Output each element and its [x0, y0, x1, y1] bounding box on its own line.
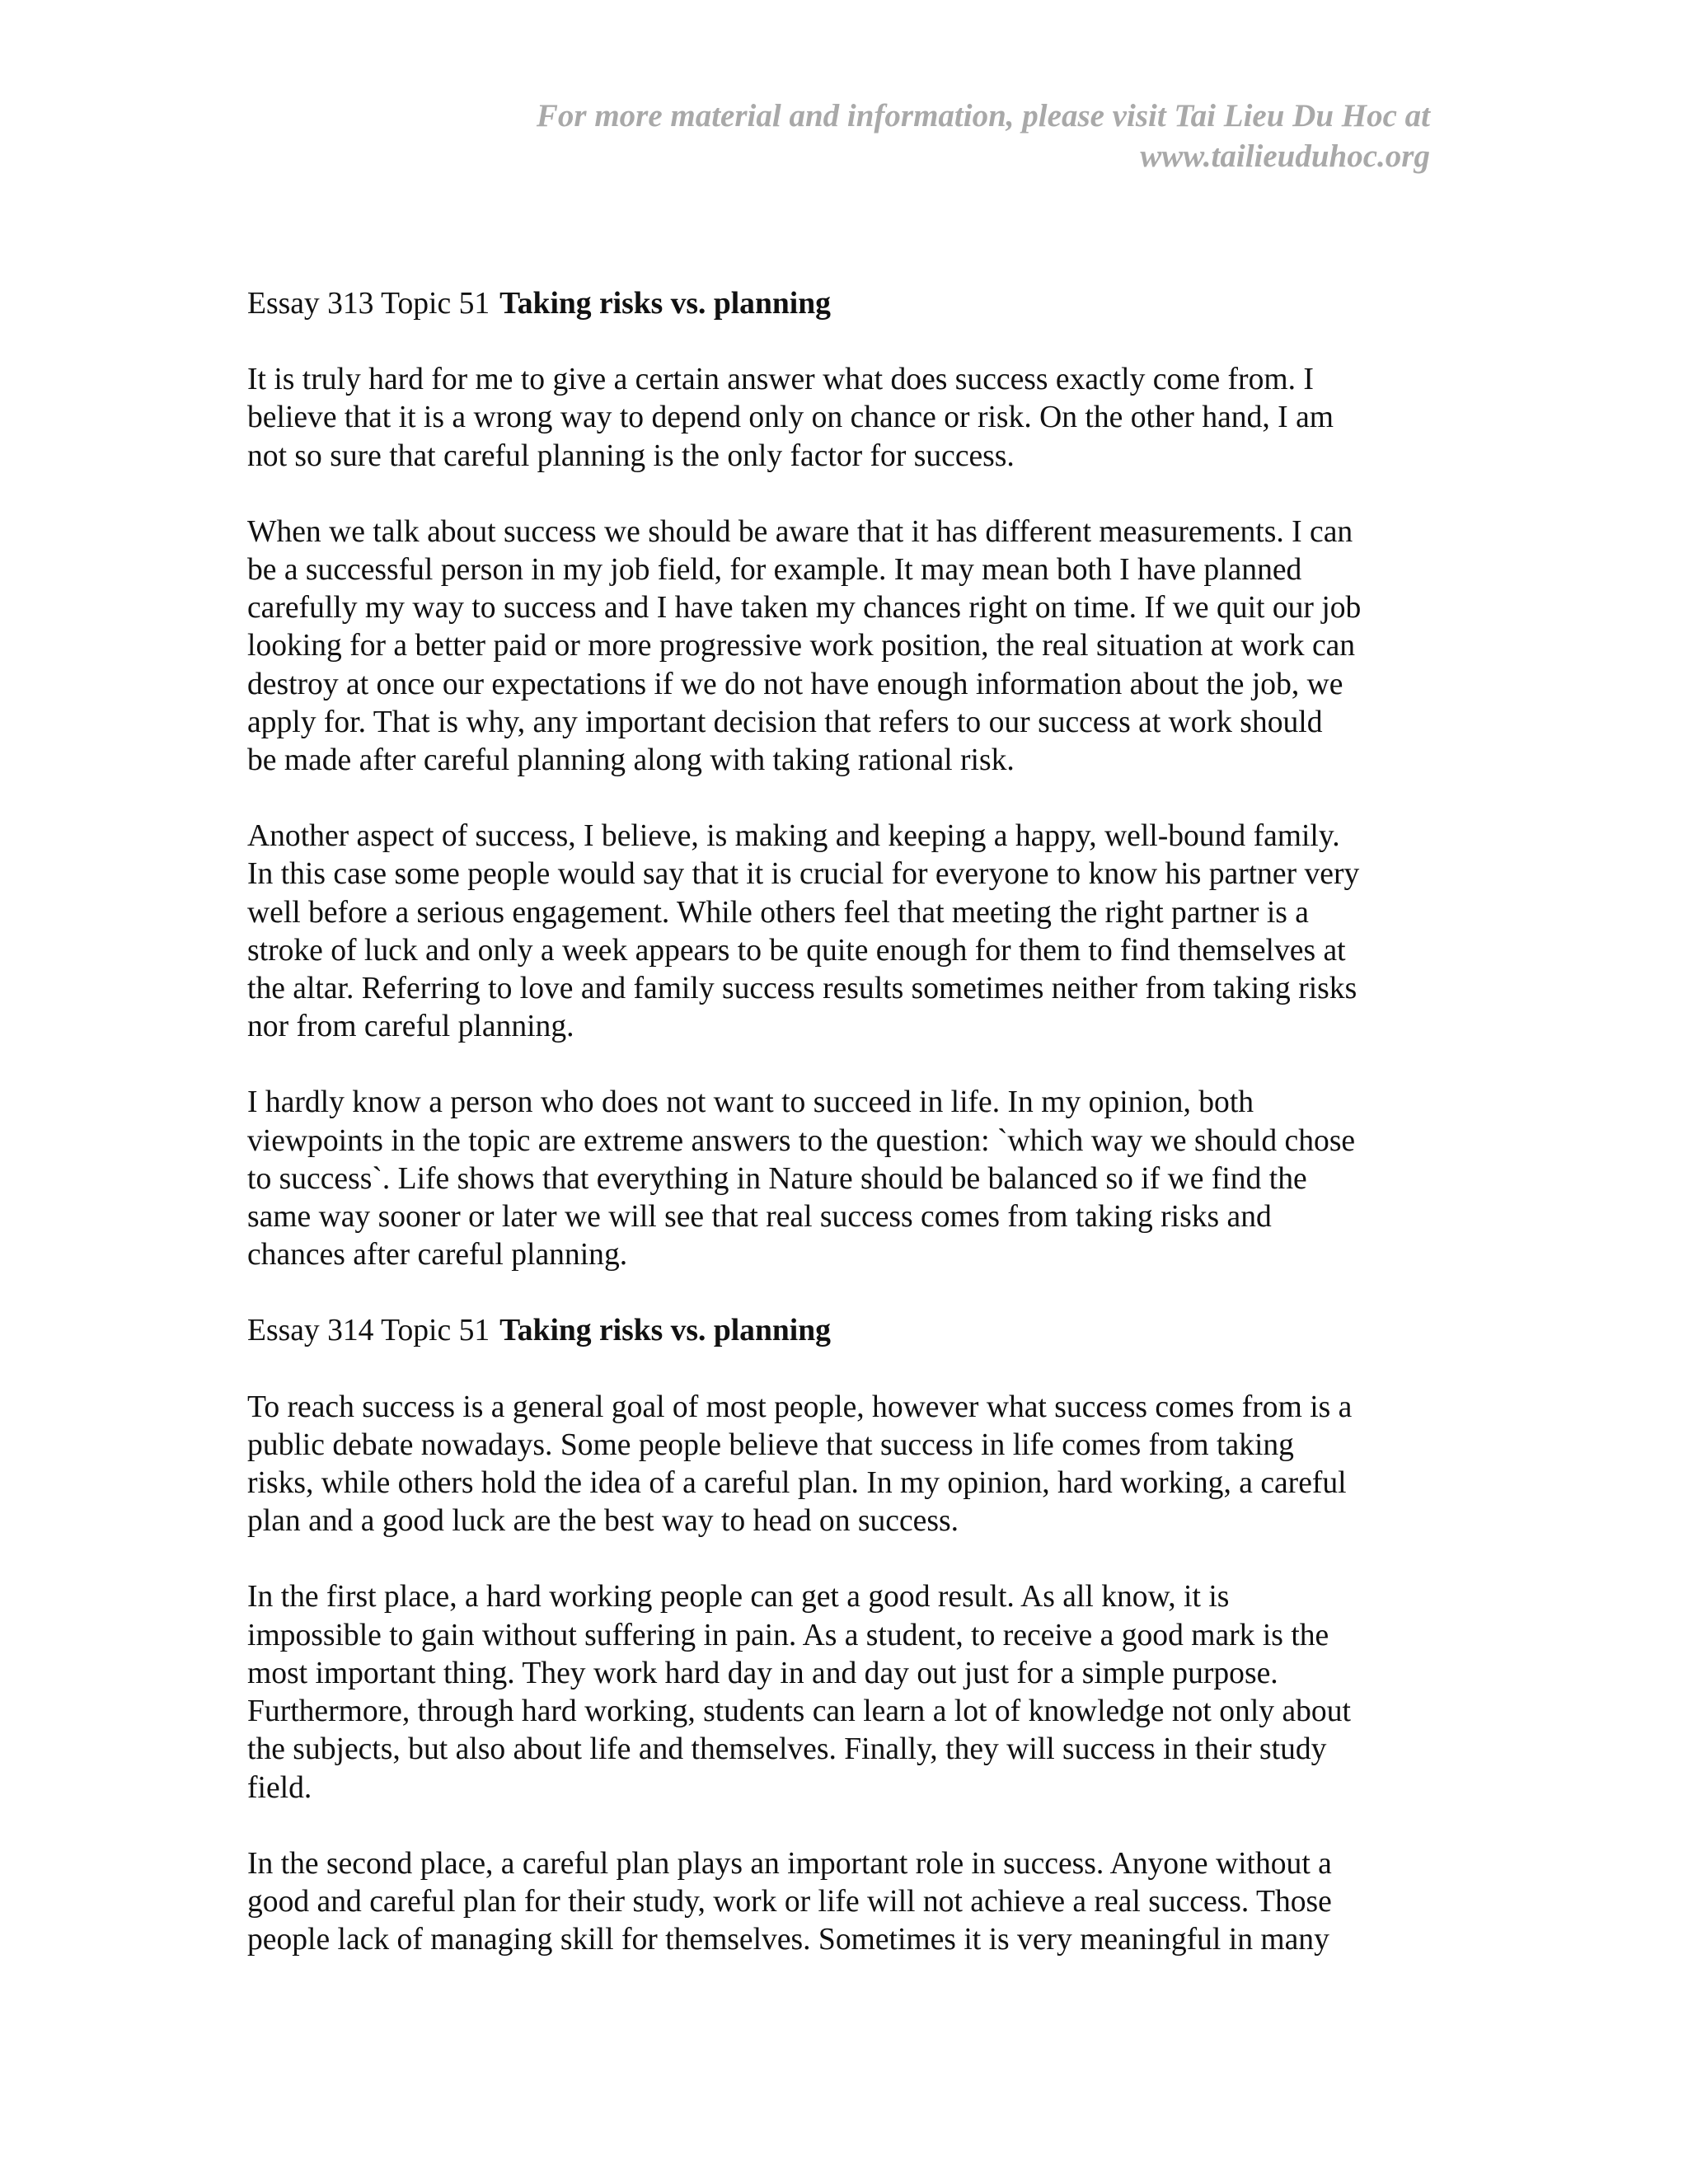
text-line: believe that it is a wrong way to depend only on chance or risk. On the other hand, I am [247, 401, 1334, 435]
text-line: the subjects, but also about life and themselves. Finally, they will success in their study [247, 1732, 1327, 1767]
text-line: plan and a good luck are the best way to head on success. [247, 1504, 959, 1539]
essay-314 [247, 1312, 1451, 1959]
text-line: field. [247, 1770, 312, 1805]
text-line: In the second place, a careful plan plays an important role in success. Anyone without a [247, 1846, 1332, 1881]
text-line: It is truly hard for me to give a certain answer what does success exactly come from. I [247, 363, 1314, 397]
text-line: risks, while others hold the idea of a careful plan. In my opinion, hard working, a careful [247, 1466, 1347, 1501]
text-line: same way sooner or later we will see that real success comes from taking risks and [247, 1200, 1272, 1235]
essay-title: Taking risks vs. planning [499, 287, 831, 321]
text-line: public debate nowadays. Some people believe that success in life comes from taking [247, 1427, 1294, 1462]
text-line: not so sure that careful planning is the only factor for success. [247, 438, 1015, 473]
text-line: people lack of managing skill for themselves. Sometimes it is very meaningful in many [247, 1923, 1329, 1957]
essay-heading [247, 1312, 1451, 1350]
essay-paragraph [247, 361, 1451, 476]
essay-paragraph [247, 1389, 1451, 1541]
header-note-line-1: For more material and information, please visit Tai Lieu Du Hoc at [536, 98, 1430, 134]
header-note [359, 96, 1430, 176]
essay-paragraph [247, 1084, 1451, 1274]
text-line: most important thing. They work hard day in and day out just for a simple purpose. [247, 1656, 1278, 1690]
text-line: well before a serious engagement. While others feel that meeting the right partner is a [247, 895, 1309, 930]
essay-heading [247, 285, 1451, 323]
text-line: chances after careful planning. [247, 1238, 628, 1272]
text-line: be a successful person in my job field, for example. It may mean both I have planned [247, 553, 1302, 588]
text-line: impossible to gain without suffering in pain. As a student, to receive a good mark is the [247, 1618, 1329, 1652]
text-line: Another aspect of success, I believe, is making and keeping a happy, well-bound family. [247, 819, 1340, 854]
text-line: When we talk about success we should be aware that it has different measurements. I can [247, 514, 1353, 549]
essay-313 [247, 285, 1451, 1274]
text-line: be made after careful planning along with taking rational risk. [247, 743, 1015, 778]
text-line: To reach success is a general goal of most people, however what success comes from is a [247, 1390, 1353, 1424]
essay-paragraph [247, 1578, 1451, 1807]
essay-paragraph [247, 818, 1451, 1046]
text-line: carefully my way to success and I have taken my chances right on time. If we quit our job [247, 591, 1362, 626]
text-line: nor from careful planning. [247, 1010, 574, 1044]
essay-title: Taking risks vs. planning [499, 1314, 831, 1348]
text-line: destroy at once our expectations if we do not have enough information about the job, we [247, 667, 1343, 701]
text-line: apply for. That is why, any important decision that refers to our success at work should [247, 705, 1323, 739]
header-note-line-2: www.tailieuduhoc.org [1140, 138, 1430, 174]
text-line: In this case some people would say that it is crucial for everyone to know his partner very [247, 857, 1360, 892]
text-line: looking for a better paid or more progressive work position, the real situation at work can [247, 629, 1356, 663]
text-line: to success`. Life shows that everything in Nature should be balanced so if we find the [247, 1161, 1307, 1196]
essay-paragraph [247, 1845, 1451, 1960]
text-line: I hardly know a person who does not want to succeed in life. In my opinion, both [247, 1085, 1254, 1120]
text-line: good and careful plan for their study, work or life will not achieve a real success. Those [247, 1884, 1332, 1919]
essay-label: Essay 313 Topic 51 [247, 287, 490, 321]
text-line: viewpoints in the topic are extreme answers to the question: `which way we should chose [247, 1123, 1356, 1158]
text-line: In the first place, a hard working people can get a good result. As all know, it is [247, 1580, 1230, 1615]
document-body [247, 285, 1451, 1959]
text-line: the altar. Referring to love and family success results sometimes neither from taking risks [247, 972, 1357, 1006]
text-line: Furthermore, through hard working, students can learn a lot of knowledge not only about [247, 1694, 1351, 1729]
text-line: stroke of luck and only a week appears to be quite enough for them to find themselves at [247, 933, 1346, 968]
essay-paragraph [247, 513, 1451, 780]
essay-label: Essay 314 Topic 51 [247, 1314, 490, 1348]
